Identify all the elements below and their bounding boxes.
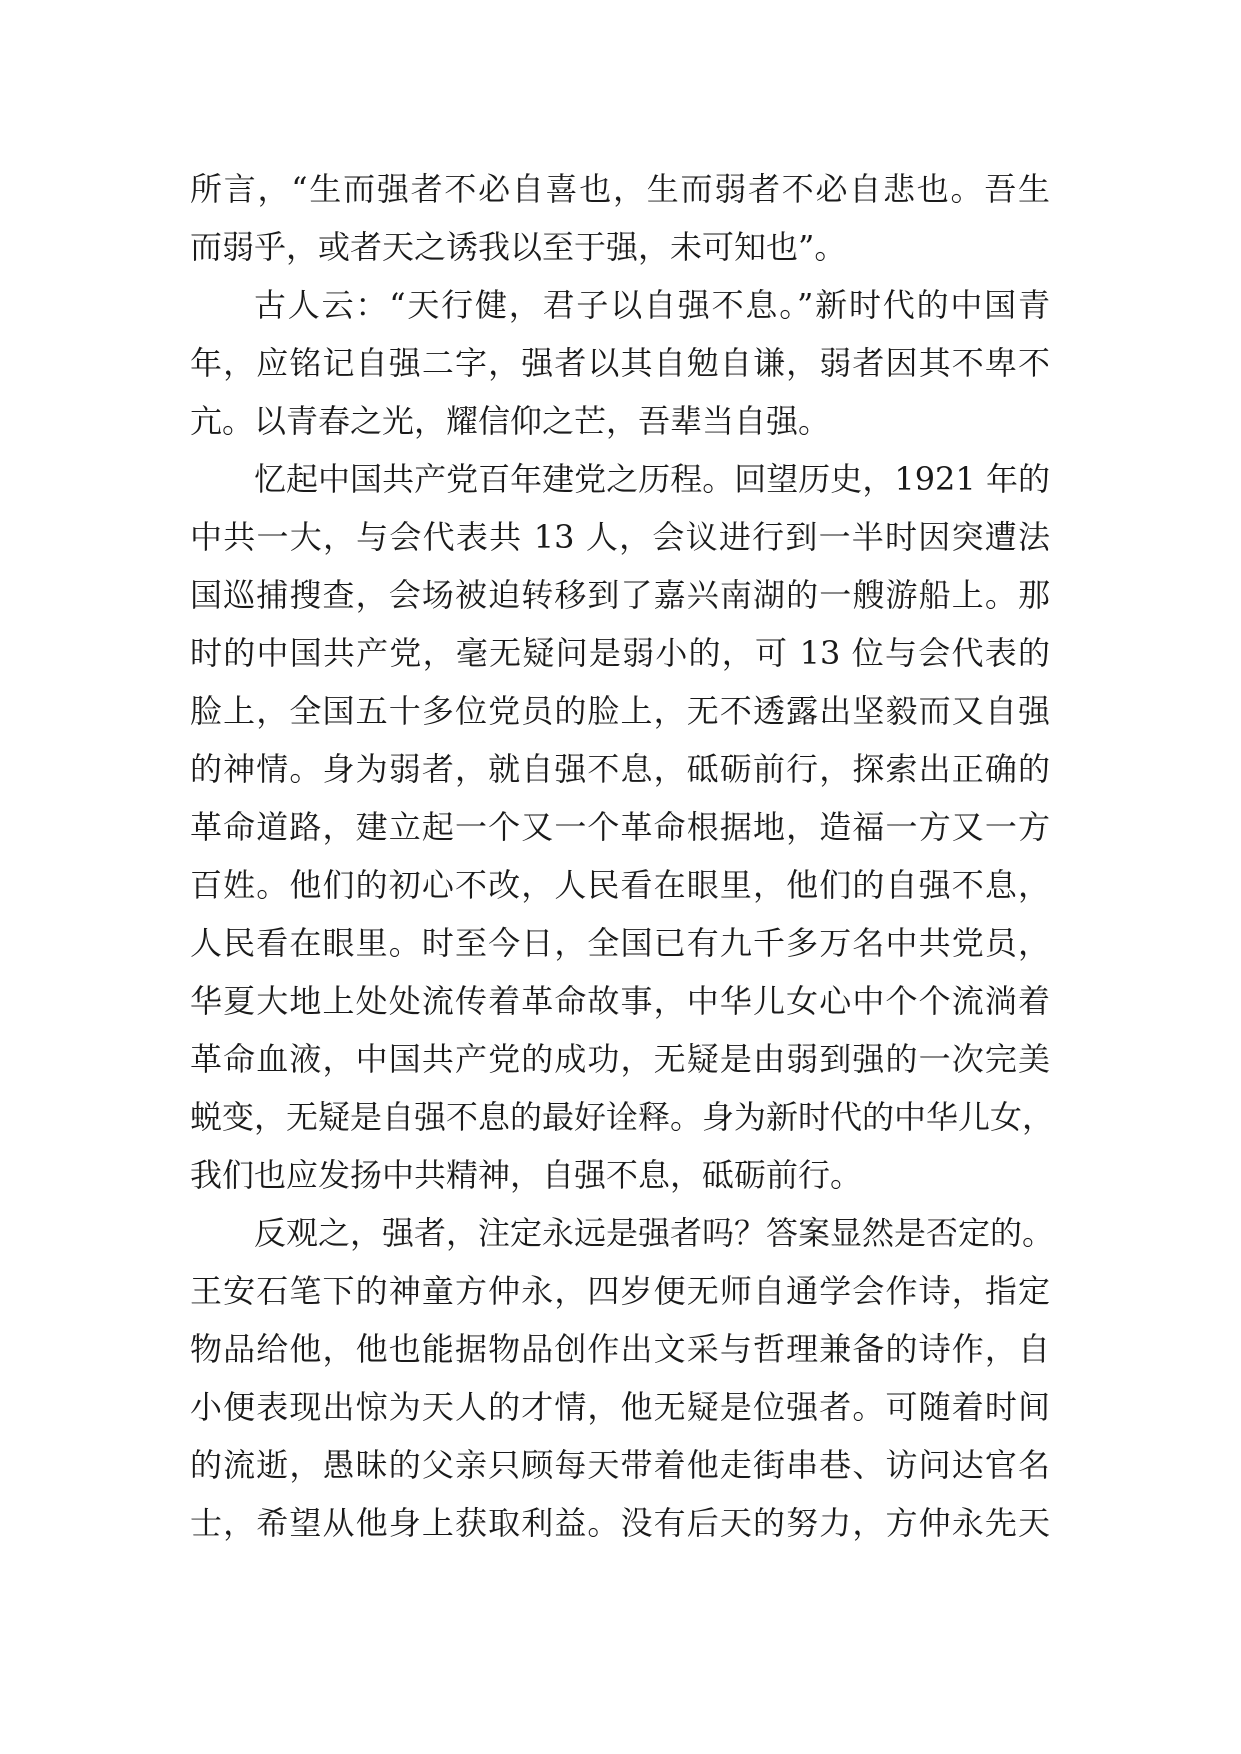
- text-line: 的流逝，愚昧的父亲只顾每天带着他走街串巷、访问达官名: [190, 1446, 1050, 1484]
- text-line: 时的中国共产党，毫无疑问是弱小的，可 13 位与会代表的: [190, 634, 1050, 672]
- text-line: 所言，“生而强者不必自喜也，生而弱者不必自悲也。吾生: [190, 170, 1050, 208]
- paragraph: [190, 160, 1050, 276]
- text-line: 王安石笔下的神童方仲永，四岁便无师自通学会作诗，指定: [190, 1272, 1050, 1310]
- text-line: 忆起中国共产党百年建党之历程。回望历史，1921 年的: [254, 460, 1050, 498]
- text-line: 革命血液，中国共产党的成功，无疑是由弱到强的一次完美: [190, 1040, 1050, 1078]
- text-line: 亢。以青春之光，耀信仰之芒，吾辈当自强。: [190, 402, 831, 440]
- text-line: 革命道路，建立起一个又一个革命根据地，造福一方又一方: [190, 808, 1050, 846]
- document-body: [190, 160, 1055, 1552]
- text-line: 小便表现出惊为天人的才情，他无疑是位强者。可随着时间: [190, 1388, 1050, 1426]
- text-line: 反观之，强者，注定永远是强者吗？答案显然是否定的。: [254, 1214, 1055, 1252]
- text-line: 而弱乎，或者天之诱我以至于强，未可知也”。: [190, 228, 847, 266]
- paragraph: [190, 450, 1055, 1204]
- text-line: 百姓。他们的初心不改，人民看在眼里，他们的自强不息，: [190, 866, 1050, 904]
- text-line: 脸上，全国五十多位党员的脸上，无不透露出坚毅而又自强: [190, 692, 1050, 730]
- text-line: 士，希望从他身上获取利益。没有后天的努力，方仲永先天: [190, 1504, 1050, 1542]
- text-line: 年，应铭记自强二字，强者以其自勉自谦，弱者因其不卑不: [190, 344, 1050, 382]
- text-line: 国巡捕搜查，会场被迫转移到了嘉兴南湖的一艘游船上。那: [190, 576, 1050, 614]
- text-line: 我们也应发扬中共精神，自强不息，砥砺前行。: [190, 1156, 863, 1194]
- text-line: 古人云：“天行健，君子以自强不息。”新时代的中国青: [254, 286, 1050, 324]
- text-line: 华夏大地上处处流传着革命故事，中华儿女心中个个流淌着: [190, 982, 1050, 1020]
- text-line: 的神情。身为弱者，就自强不息，砥砺前行，探索出正确的: [190, 750, 1050, 788]
- text-line: 物品给他，他也能据物品创作出文采与哲理兼备的诗作，自: [190, 1330, 1050, 1368]
- text-line: 人民看在眼里。时至今日，全国已有九千多万名中共党员，: [190, 924, 1050, 962]
- paragraph: [190, 1204, 1055, 1552]
- text-line: 中共一大，与会代表共 13 人，会议进行到一半时因突遭法: [190, 518, 1050, 556]
- paragraph: [190, 276, 1050, 450]
- text-line: 蜕变，无疑是自强不息的最好诠释。身为新时代的中华儿女，: [190, 1098, 1055, 1136]
